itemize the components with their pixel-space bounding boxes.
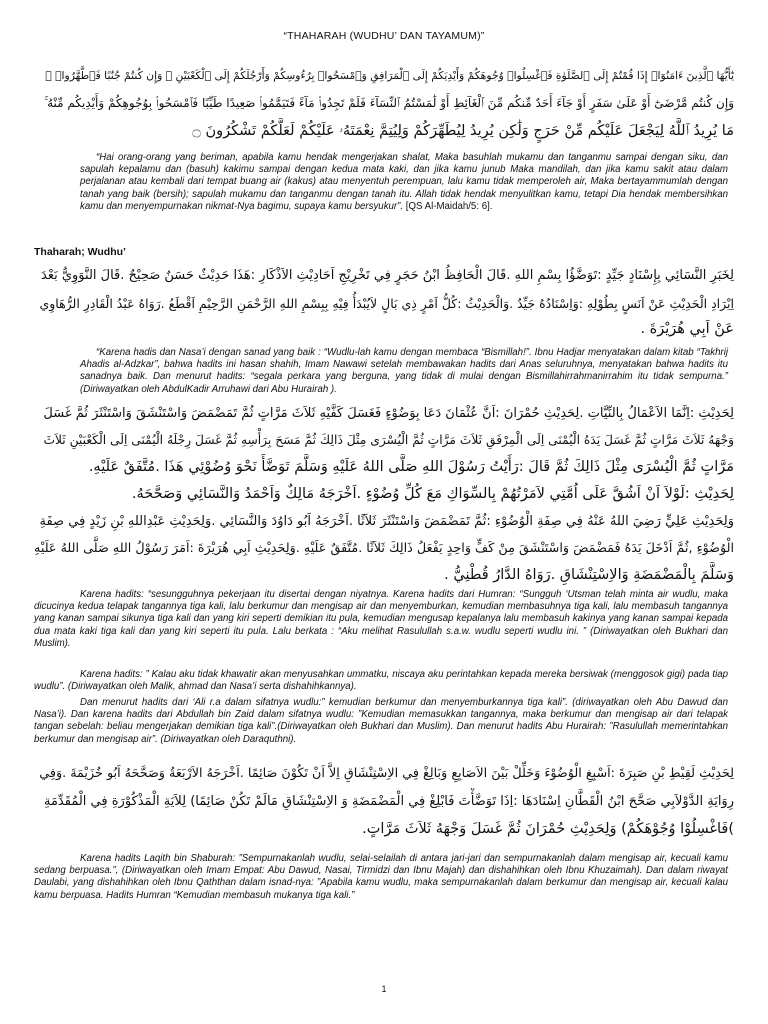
hadith2-line-1: لِحَدِيْثِ :اِنَّمَا الاَعْمَالُ بِالنِّيَّاتِ .لِحَدِيْثِ حُمْرَانَ :اَنَّ عُثْمَانَ دَعَا بِوَضُوْءٍ فَغَسَلَ كَفَّيْهِ ثَلاَثَ مَرَّاتٍ ثُمَّ تَمَضْمَضَ وَاسْتَنْشَقَ وَاسْتَنْثَرَ ثُمَّ غَسَلَ [43,406,734,421]
hadith1-line-1: لِخَبَرِ النَّسَائِي بِإِسْنَادٍ جَيِّدٍ :تَوَضَّؤُا بِسْمِ اللهِ .قَالَ الْحَافِظُ ابْنُ حَجَرٍ فِي تَخْرِيْجِ اَحَادِيْثِ الاَذْكَارِ :هَذَا حَدِيْثٌ حَسَنٌ صَحِيْحٌ .قَالَ النَّوَوِيُّ بَعْدَ [41,268,734,283]
hadith1-line-3: عَنْ اَبِي هُرَيْرَةَ . [640,321,734,337]
hadith2-line-5: وَلِحَدِيْثِ عَلِيٍّ رَضِيَ اللهُ عَنْهُ فِي صِفَةِ الْوُضُوْءِ :ثُمَّ تَمَضْمَضَ وَاسْتَنْثَرَ ثَلاَثًا .اَخْرَجَهُ اَبُو دَاوُدَ وَالنَّسَائِي .وَلِحَدِيْثِ عَبْدِاللهِ بْنِ زَيْدٍ فِي صِفَةِ [39,514,734,529]
hadith1-line-2: اِيْرَادِ الْحَدِيْثِ عَنْ اَنَسٍ بِطُوْلِهِ :وَاِسْنَادُهُ جَيِّدٌ .وَالْحَدِيْثُ :كُلُّ اَمْرٍ ذِي بَالٍ لاَيُبْدَأُ فِيْهِ بِبِسْمِ اللهِ الرَّحْمَنِ الرَّحِيْمِ اَقْطَعُ .رَوَاهُ عَبْدُ الْقَادِرِ الرُّهَاوِي [39,296,734,311]
quran-reference: [QS Al-Maidah/5: 6]. [405,200,493,212]
hadith2-translation-1: Karena hadits: “sesungguhnya pekerjaan itu disertai dengan niyatnya. Karena hadits dari Humran: “Sungguh ‘Utsman telah minta air wudlu, maka dicucinya kedua telapak tangannya tiga kali, lalu berkumur dan mengisap air dan menyemburkan, kemudian membasuhnya tiga kali, lalu membasuh tangannya yang kanan sampai sikunya tiga kali dan yang kiri seperti demikian itu pula, kemudian mengusap kepalanya lalu membasuh kakinya yang kanan sampai kepada dua mata kaki tiga kali dan yang kiri seperti itu pula. Lalu berkata : “Aku melihat Rasulullah s.a.w. wudlu seperti wudlu ini. ” (Diriwayatkan oleh Bukhari dan Muslim). [34,589,728,649]
hadith3-translation: Karena hadits Laqith bin Shaburah: ”Sempurnakanlah wudlu, selai-selailah di antara jari-jari dan sempurnakanlah dalam mengisap air, kecuali kamu sedang berpuasa.”, (Diriwayatkan oleh Imam Empat: Abu Dawud, Nasai, Tirmidzi dan Ibnu Majah) dan dishahihkan oleh Ibnu Khuzaimah). Dan dalam riwayat Daulabi, yang dishahihkan oleh Ibnu Qaththan dalam isnad-nya: ”Apabila kamu wudlu, maka sempurnakanlah dalam berkumur dan mengisap air, kecuali kalau kamu berpuasa. Hadits Humran “Kemudian membasuh mukanya tiga kali.” [34,853,728,901]
hadith3-line-3: )فَاغْسِلُوْا وُجُوْهَكُمْ) وَلِحَدِيْثِ حُمْرَانَ ثُمَّ غَسَلَ وَجْهَهُ ثَلاَثَ مَرَّاتٍ. [362,821,734,837]
hadith2-translation-3: Dan menurut hadits dari ‘Ali r.a dalam sifatnya wudlu:” kemudian berkumur dan menyemburkannya tiga kali”. (diriwayatkan oleh Abu Dawud dan Nasa’i). Dan karena hadits dari Abdullah bin Zaid dalam sifatnya wudlu: ”Kemudian memasukkan tangannya, maka berkumur dan mengisap air dari telapak tangan sebelah: beliau mengerjakan demikian tiga kali”.(Diriwayatkan oleh Bukhari dan Muslim). Dan menurut hadits Abu Hurairah: ”Rasulullah memerintahkan berkumur dan mengisap air”. (Diriwayatkan oleh Daraquthni). [34,697,728,745]
section-heading: Thaharah; Wudhu’ [34,246,126,258]
hadith2-line-2: وَجْهَهُ ثَلاَثَ مَرَّاتٍ ثُمَّ غَسَلَ يَدَهُ الْيُمْنَى اِلَى الْمِرْفَقِ ثَلاَثَ مَرَّاتٍ ثُمَّ الْيُسْرَى مِثْلَ ذَالِكَ ثُمَّ مَسَحَ بِرَأْسِهِ ثُمَّ غَسَلَ رِجْلَهُ الْيُمْنَى اِلَى الْكَعْبَيْنِ ثَلاَثَ [43,433,734,447]
hadith3-line-1: لِحَدِيْثِ لَقِيْطِ بْنِ صَبِرَةَ :اَسْبِغِ الْوُضُوْءَ وَخَلِّلْ بَيْنَ الاَصَابِعِ وَبَالِغْ فِي الاِسْتِنْشَاقِ اِلاَّ اَنْ تَكُوْنَ صَائِمًا .اَخْرَجَهُ الاَرْبَعَةُ وَصَحَّحَهُ اَبُو خُزَيْمَةَ .وَفِي [39,766,734,781]
hadith2-line-7: وَسَلَّمَ بِالْمَضْمَضَةِ وَالاِسْتِنْشَاقِ .رَوَاهُ الدَّارُ قُطْنِيُّ . [444,567,734,583]
quran-translation-text: “Hai orang-orang yang beriman, apabila kamu hendak mengerjakan shalat, Maka basuhlah mukamu dan tanganmu sampai dengan siku, dan sapulah kepalamu dan (basuh) kakimu sampai dengan kedua mata kaki, dan jika kamu junub Maka mandilah, dan jika kamu sakit atau dalam perjalanan atau kembali dari tempat buang air (kakus) atau menyentuh perempuan, lalu kamu tidak memperoleh air, Maka bertayammumlah dengan tanah yang baik (bersih); sapulah mukamu dan tanganmu dengan tanah itu. Allah tidak hendak menyulitkan kamu, tetapi Dia hendak membersihkan kamu dan menyempurnakan nikmat-Nya bagimu, supaya kamu bersyukur”. [80,152,728,212]
hadith2-line-6: الْوُضُوْءِ ,ثُمَّ اَدْخَلَ يَدَهُ فَمَضْمَضَ وَاسْتَنْشَقَ مِنْ كَفٍّ وَاحِدٍ يَفْعَلُ ذَالِكَ ثَلاَثًا .مُتَّفَقٌ عَلَيْهِ .وَلِحَدِيْثِ اَبِي هُرَيْرَةَ :اَمَرَ رَسُوْلُ اللهِ صَلَّى اللهُ عَلَيْهِ [34,541,734,556]
quran-line-1: يَٰٓأَيُّهَا ٱلَّذِينَ ءَامَنُوٓا۟ إِذَا قُمْتُمْ إِلَى ٱلصَّلَوٰةِ فَٱغْسِلُوا۟ وُجُوهَكُمْ وَأَيْدِيَكُمْ إِلَى ٱلْمَرَافِقِ وَٱمْسَحُوا۟ بِرُءُوسِكُمْ وَأَرْجُلَكُمْ إِلَى ٱلْكَعْبَيْنِ ۚ وَإِن كُنتُمْ جُنُبًا فَٱطَّهَّرُوا۟ ۚ [45,69,734,82]
quran-line-3: مَا يُرِيدُ ٱللَّهُ لِيَجْعَلَ عَلَيْكُم مِّنْ حَرَجٍ وَلَٰكِن يُرِيدُ لِيُطَهِّرَكُمْ وَلِيُتِمَّ نِعْمَتَهُۥ عَلَيْكُمْ لَعَلَّكُمْ تَشْكُرُونَ ۝ [192,123,734,139]
quran-line-2: وَإِن كُنتُم مَّرْضَىٰٓ أَوْ عَلَىٰ سَفَرٍ أَوْ جَآءَ أَحَدٌ مِّنكُم مِّنَ ٱلْغَآئِطِ أَوْ لَٰمَسْتُمُ ٱلنِّسَآءَ فَلَمْ تَجِدُوا۟ مَآءً فَتَيَمَّمُوا۟ صَعِيدًا طَيِّبًا فَٱمْسَحُوا۟ بِوُجُوهِكُمْ وَأَيْدِيكُم مِّنْهُ ۚ [44,96,734,110]
page-number: 1 [381,984,387,994]
hadith2-translation-2: Karena hadits: ” Kalau aku tidak khawatir akan menyusahkan ummatku, niscaya aku perintahkan kepada mereka bersiwak (menggosok gigi) pada tiap wudlu”. (Diriwayatkan oleh Malik, ahmad dan Nasa’i serta dishahihkannya). [34,669,728,693]
page-title: “THAHARAH (WUDHU’ DAN TAYAMUM)” [283,30,485,42]
hadith2-line-4: لِحَدِيْثِ :لَوْلاَ اَنْ اَشُقَّ عَلَى اُمَّتِي لاَمَرْتُهُمْ بِالسِّوَاكِ مَعَ كُلِّ وُضُوْءٍ .اَخْرَجَهُ مَالِكٌ وَاَحْمَدُ وَالنَّسَائِي وَصَحَّحَهُ. [131,486,734,502]
hadith1-translation: “Karena hadis dan Nasa’i dengan sanad yang baik : “Wudlu-lah kamu dengan membaca “Bismillah!”. Ibnu Hadjar menyatakan dalam kitab “Takhrij Ahadis al-Adzkar”, bahwa hadits ini hasan shahih, Imam Nawawi setelah membawakan hadits dari Anas seluruhnya, menyatakan bahwa hadits itu sanadnya baik. Dan menurut hadits: “segala perkara yang berguna, yang tidak di mulai dengan Bismillahirrahmanirrahim itu tidak sempurna.” (Diriwayatkan oleh AbdulKadir Arruhawi dari Abu Hurairah ). [80,347,728,395]
hadith3-line-2: رِوَايَةِ الدَّوْلاَبِي صَحَّحَ ابْنُ الْقَطَّانِ اِسْنَادَهَا :اِذَا تَوَضَّأْتَ فَابْلِغْ فِي الْمَضْمَضَةِ وَ الاِسْتِنْشَاقِ مَالَمْ تَكُنْ صَائِمًا) لِلاَيَةِ الْمَذْكُوْرَةِ فِي الْمُقَدِّمَةِ [44,794,734,809]
hadith2-line-3: مَرَّاتٍ ثُمَّ الْيُسْرَى مِثْلَ ذَالِكَ ثُمَّ قَالَ :رَأَيْتُ رَسُوْلَ اللهِ صَلَّى اللهُ عَلَيْهِ وَسَلَّمَ تَوَضَّأَ نَحْوَ وُضُوْئِي هَذَا .مُتَّفَقٌ عَلَيْهِ. [88,459,734,475]
quran-translation [80,152,728,213]
